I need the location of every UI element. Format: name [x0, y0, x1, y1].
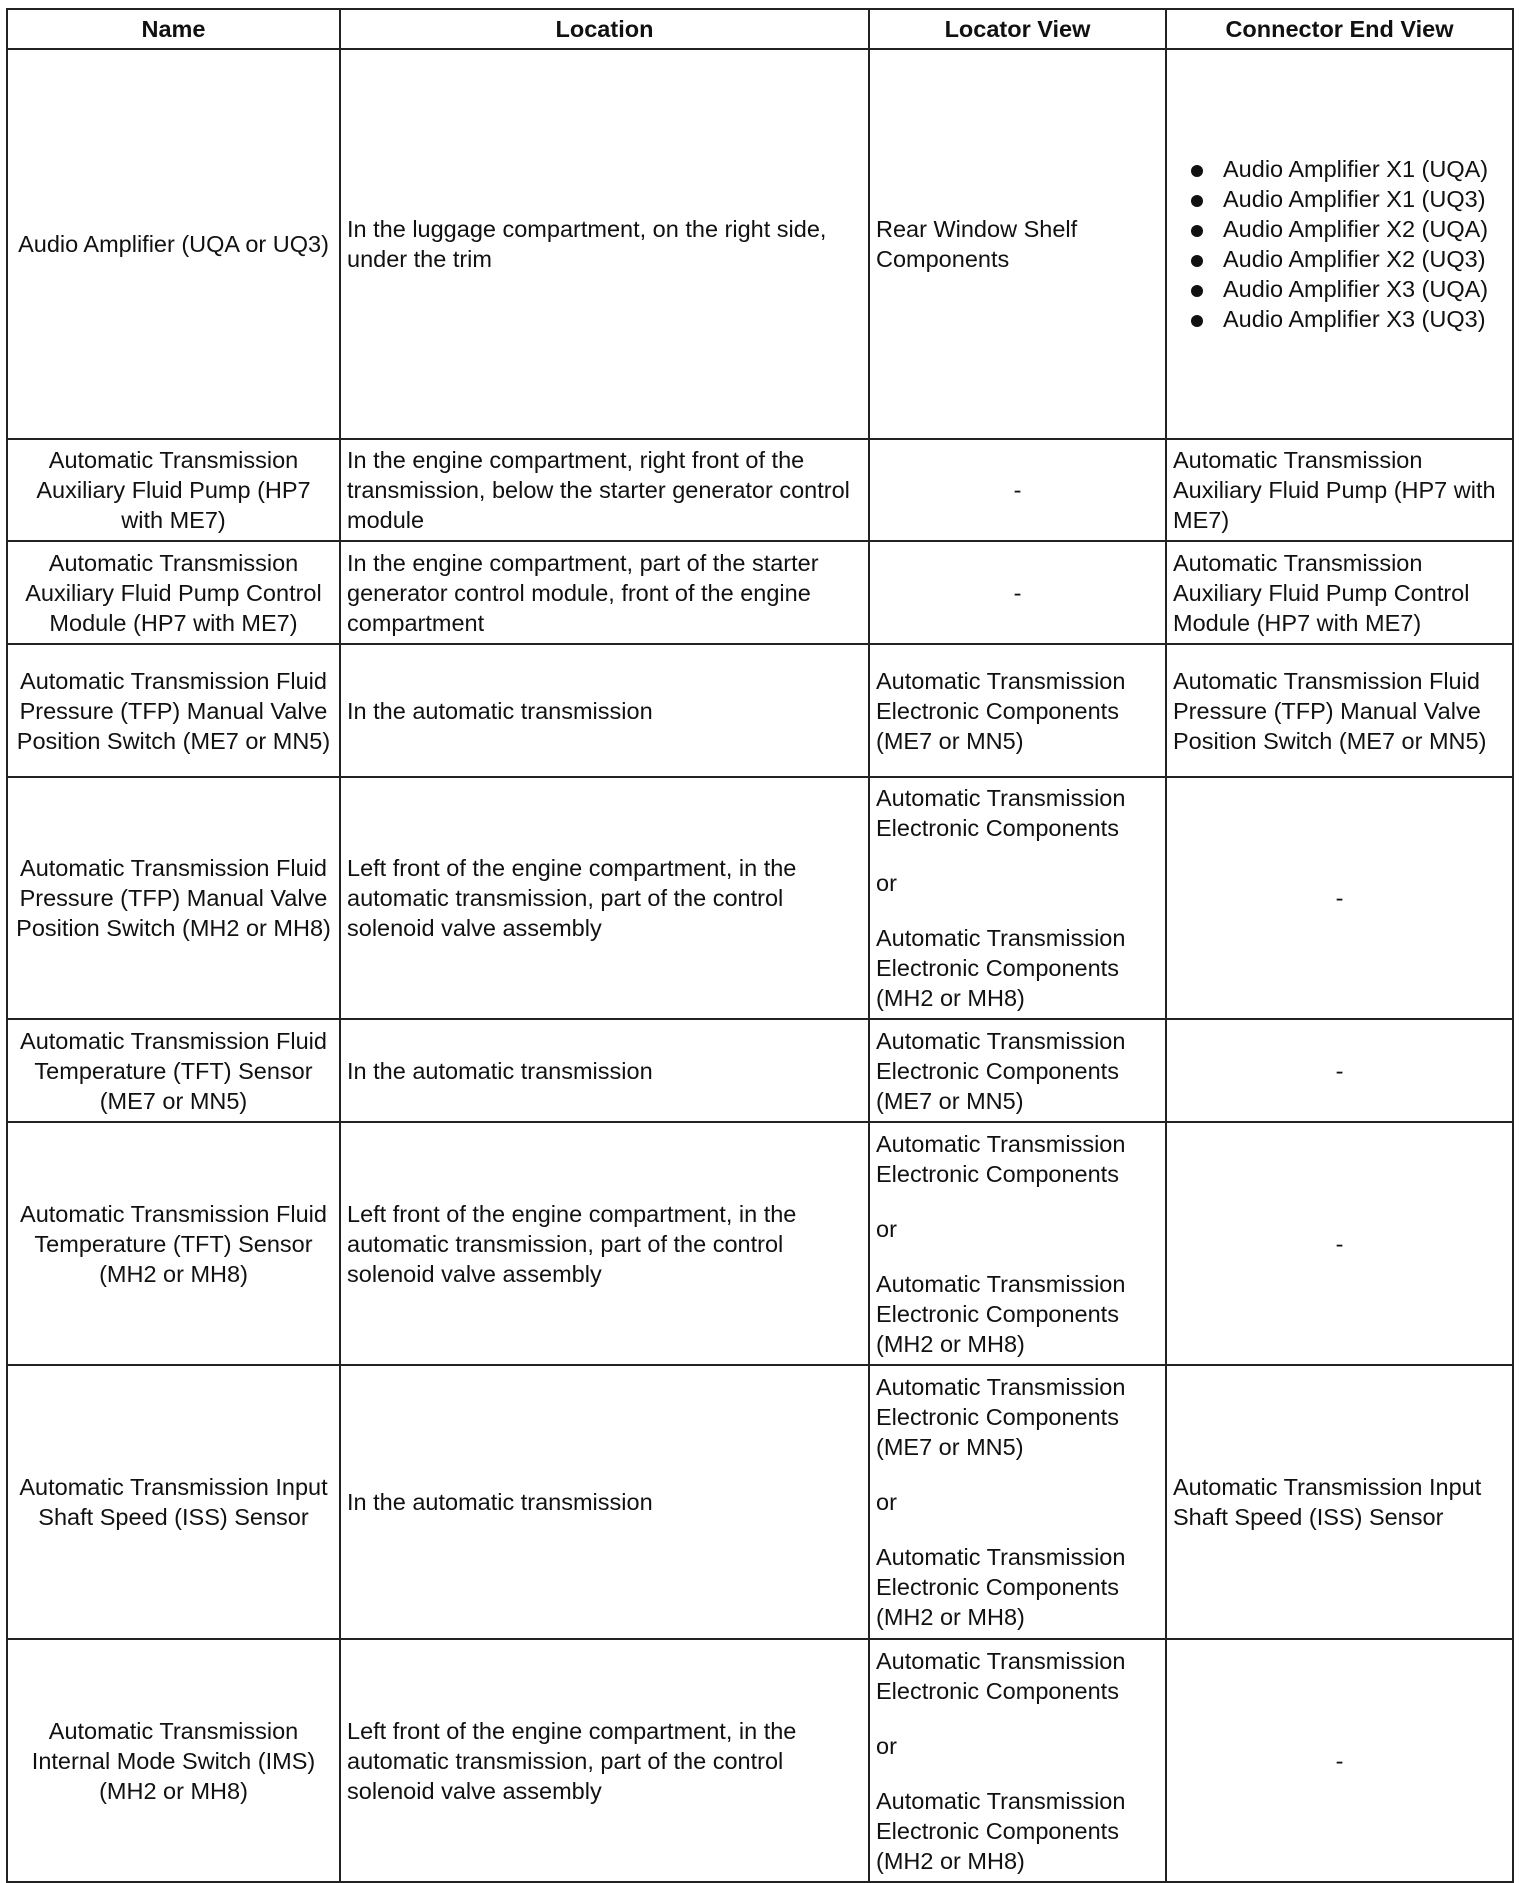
- locator-view-link[interactable]: Automatic Transmission Electronic Components (MH2 or MH8): [876, 1270, 1126, 1357]
- cell-location: Left front of the engine compartment, in the automatic transmission, part of the control solenoid valve assembly: [340, 1122, 869, 1365]
- cell-locator-view: [869, 777, 1166, 1019]
- cell-locator-view: [869, 541, 1166, 644]
- list-item[interactable]: [1173, 304, 1506, 334]
- header-name: Name: [7, 9, 340, 49]
- cell-location: In the automatic transmission: [340, 1365, 869, 1639]
- cell-connector-end-view: [1166, 49, 1513, 439]
- bullet-icon: [1191, 315, 1203, 327]
- cell-locator-view: [869, 1019, 1166, 1122]
- list-item-label: Audio Amplifier X1 (UQ3): [1223, 186, 1486, 212]
- cell-connector-end-view: -: [1166, 777, 1513, 1019]
- cell-locator-view: [869, 644, 1166, 777]
- table-row: [7, 49, 1513, 439]
- locator-view-link[interactable]: Automatic Transmission Electronic Components (MH2 or MH8): [876, 1544, 1126, 1630]
- bullet-icon: [1191, 165, 1203, 177]
- cell-name: Automatic Transmission Internal Mode Switch (IMS) (MH2 or MH8): [7, 1639, 340, 1882]
- table-row: [7, 439, 1513, 541]
- cell-locator-view: [869, 1639, 1166, 1882]
- table-row: [7, 1122, 1513, 1365]
- locator-view-or: or: [876, 1489, 897, 1515]
- locator-view-link[interactable]: Automatic Transmission Electronic Components: [876, 785, 1126, 841]
- cell-connector-end-view: -: [1166, 1019, 1513, 1122]
- locator-view-or: or: [876, 1732, 897, 1759]
- header-connector-end-view: Connector End View: [1166, 9, 1513, 49]
- list-item-label: Audio Amplifier X2 (UQ3): [1223, 246, 1486, 272]
- cell-location: Left front of the engine compartment, in the automatic transmission, part of the control solenoid valve assembly: [340, 777, 869, 1019]
- header-locator-view: Locator View: [869, 9, 1166, 49]
- locator-view-link[interactable]: Automatic Transmission Electronic Components (MH2 or MH8): [876, 1787, 1126, 1874]
- locator-view-or: or: [876, 1215, 897, 1242]
- locator-view-link[interactable]: Automatic Transmission Electronic Components: [876, 1130, 1126, 1187]
- table-row: [7, 1365, 1513, 1639]
- cell-locator-view: [869, 49, 1166, 439]
- cell-name: Automatic Transmission Auxiliary Fluid Pump Control Module (HP7 with ME7): [7, 541, 340, 644]
- table-row: [7, 1639, 1513, 1882]
- locator-view-link[interactable]: Automatic Transmission Electronic Components (ME7 or MN5): [876, 1027, 1126, 1114]
- list-item[interactable]: [1173, 214, 1506, 244]
- list-item-label: Audio Amplifier X2 (UQA): [1223, 216, 1489, 242]
- locator-view-link[interactable]: Rear Window Shelf Components: [876, 216, 1078, 272]
- cell-location: In the luggage compartment, on the right side, under the trim: [340, 49, 869, 439]
- cell-location: In the automatic transmission: [340, 644, 869, 777]
- list-item-label: Audio Amplifier X1 (UQA): [1223, 156, 1489, 182]
- locator-view-link[interactable]: Automatic Transmission Electronic Components: [876, 1647, 1126, 1704]
- cell-name: Automatic Transmission Input Shaft Speed (ISS) Sensor: [7, 1365, 340, 1639]
- table-row: [7, 541, 1513, 644]
- cell-location: In the engine compartment, right front of the transmission, below the starter generator control module: [340, 439, 869, 541]
- list-item[interactable]: [1173, 154, 1506, 184]
- bullet-icon: [1191, 255, 1203, 267]
- cell-locator-view: [869, 1122, 1166, 1365]
- locator-view-link: -: [1013, 579, 1022, 606]
- cell-name: Automatic Transmission Fluid Temperature (TFT) Sensor (MH2 or MH8): [7, 1122, 340, 1365]
- cell-connector-end-view[interactable]: Automatic Transmission Input Shaft Speed (ISS) Sensor: [1166, 1365, 1513, 1639]
- locator-view-link: -: [1013, 477, 1022, 503]
- cell-name: Audio Amplifier (UQA or UQ3): [7, 49, 340, 439]
- list-item-label: Audio Amplifier X3 (UQA): [1223, 276, 1489, 302]
- table-row: [7, 1019, 1513, 1122]
- locator-view-link[interactable]: Automatic Transmission Electronic Components (MH2 or MH8): [876, 925, 1126, 1011]
- cell-name: Automatic Transmission Fluid Pressure (TFP) Manual Valve Position Switch (MH2 or MH8): [7, 777, 340, 1019]
- cell-name: Automatic Transmission Auxiliary Fluid Pump (HP7 with ME7): [7, 439, 340, 541]
- table-row: [7, 644, 1513, 777]
- locator-view-or: or: [876, 870, 897, 896]
- cell-connector-end-view: -: [1166, 1122, 1513, 1365]
- cell-location: Left front of the engine compartment, in the automatic transmission, part of the control solenoid valve assembly: [340, 1639, 869, 1882]
- list-item[interactable]: [1173, 184, 1506, 214]
- cell-locator-view: [869, 1365, 1166, 1639]
- cell-location: In the automatic transmission: [340, 1019, 869, 1122]
- header-location: Location: [340, 9, 869, 49]
- table-body: [7, 49, 1513, 1882]
- connector-list: [1173, 154, 1506, 334]
- bullet-icon: [1191, 285, 1203, 297]
- table-header-row: [7, 9, 1513, 49]
- cell-name: Automatic Transmission Fluid Pressure (TFP) Manual Valve Position Switch (ME7 or MN5): [7, 644, 340, 777]
- bullet-icon: [1191, 195, 1203, 207]
- list-item[interactable]: [1173, 244, 1506, 274]
- list-item[interactable]: [1173, 274, 1506, 304]
- locator-view-link[interactable]: Automatic Transmission Electronic Components (ME7 or MN5): [876, 1374, 1126, 1460]
- bullet-icon: [1191, 225, 1203, 237]
- cell-locator-view: [869, 439, 1166, 541]
- cell-connector-end-view[interactable]: Automatic Transmission Fluid Pressure (TFP) Manual Valve Position Switch (ME7 or MN5): [1166, 644, 1513, 777]
- cell-connector-end-view: -: [1166, 1639, 1513, 1882]
- cell-location: In the engine compartment, part of the starter generator control module, front of the engine compartment: [340, 541, 869, 644]
- cell-name: Automatic Transmission Fluid Temperature (TFT) Sensor (ME7 or MN5): [7, 1019, 340, 1122]
- component-locator-table: [6, 8, 1514, 1883]
- cell-connector-end-view[interactable]: Automatic Transmission Auxiliary Fluid Pump (HP7 with ME7): [1166, 439, 1513, 541]
- cell-connector-end-view[interactable]: Automatic Transmission Auxiliary Fluid Pump Control Module (HP7 with ME7): [1166, 541, 1513, 644]
- locator-view-link[interactable]: Automatic Transmission Electronic Components (ME7 or MN5): [876, 667, 1126, 754]
- list-item-label: Audio Amplifier X3 (UQ3): [1223, 306, 1486, 332]
- table-row: [7, 777, 1513, 1019]
